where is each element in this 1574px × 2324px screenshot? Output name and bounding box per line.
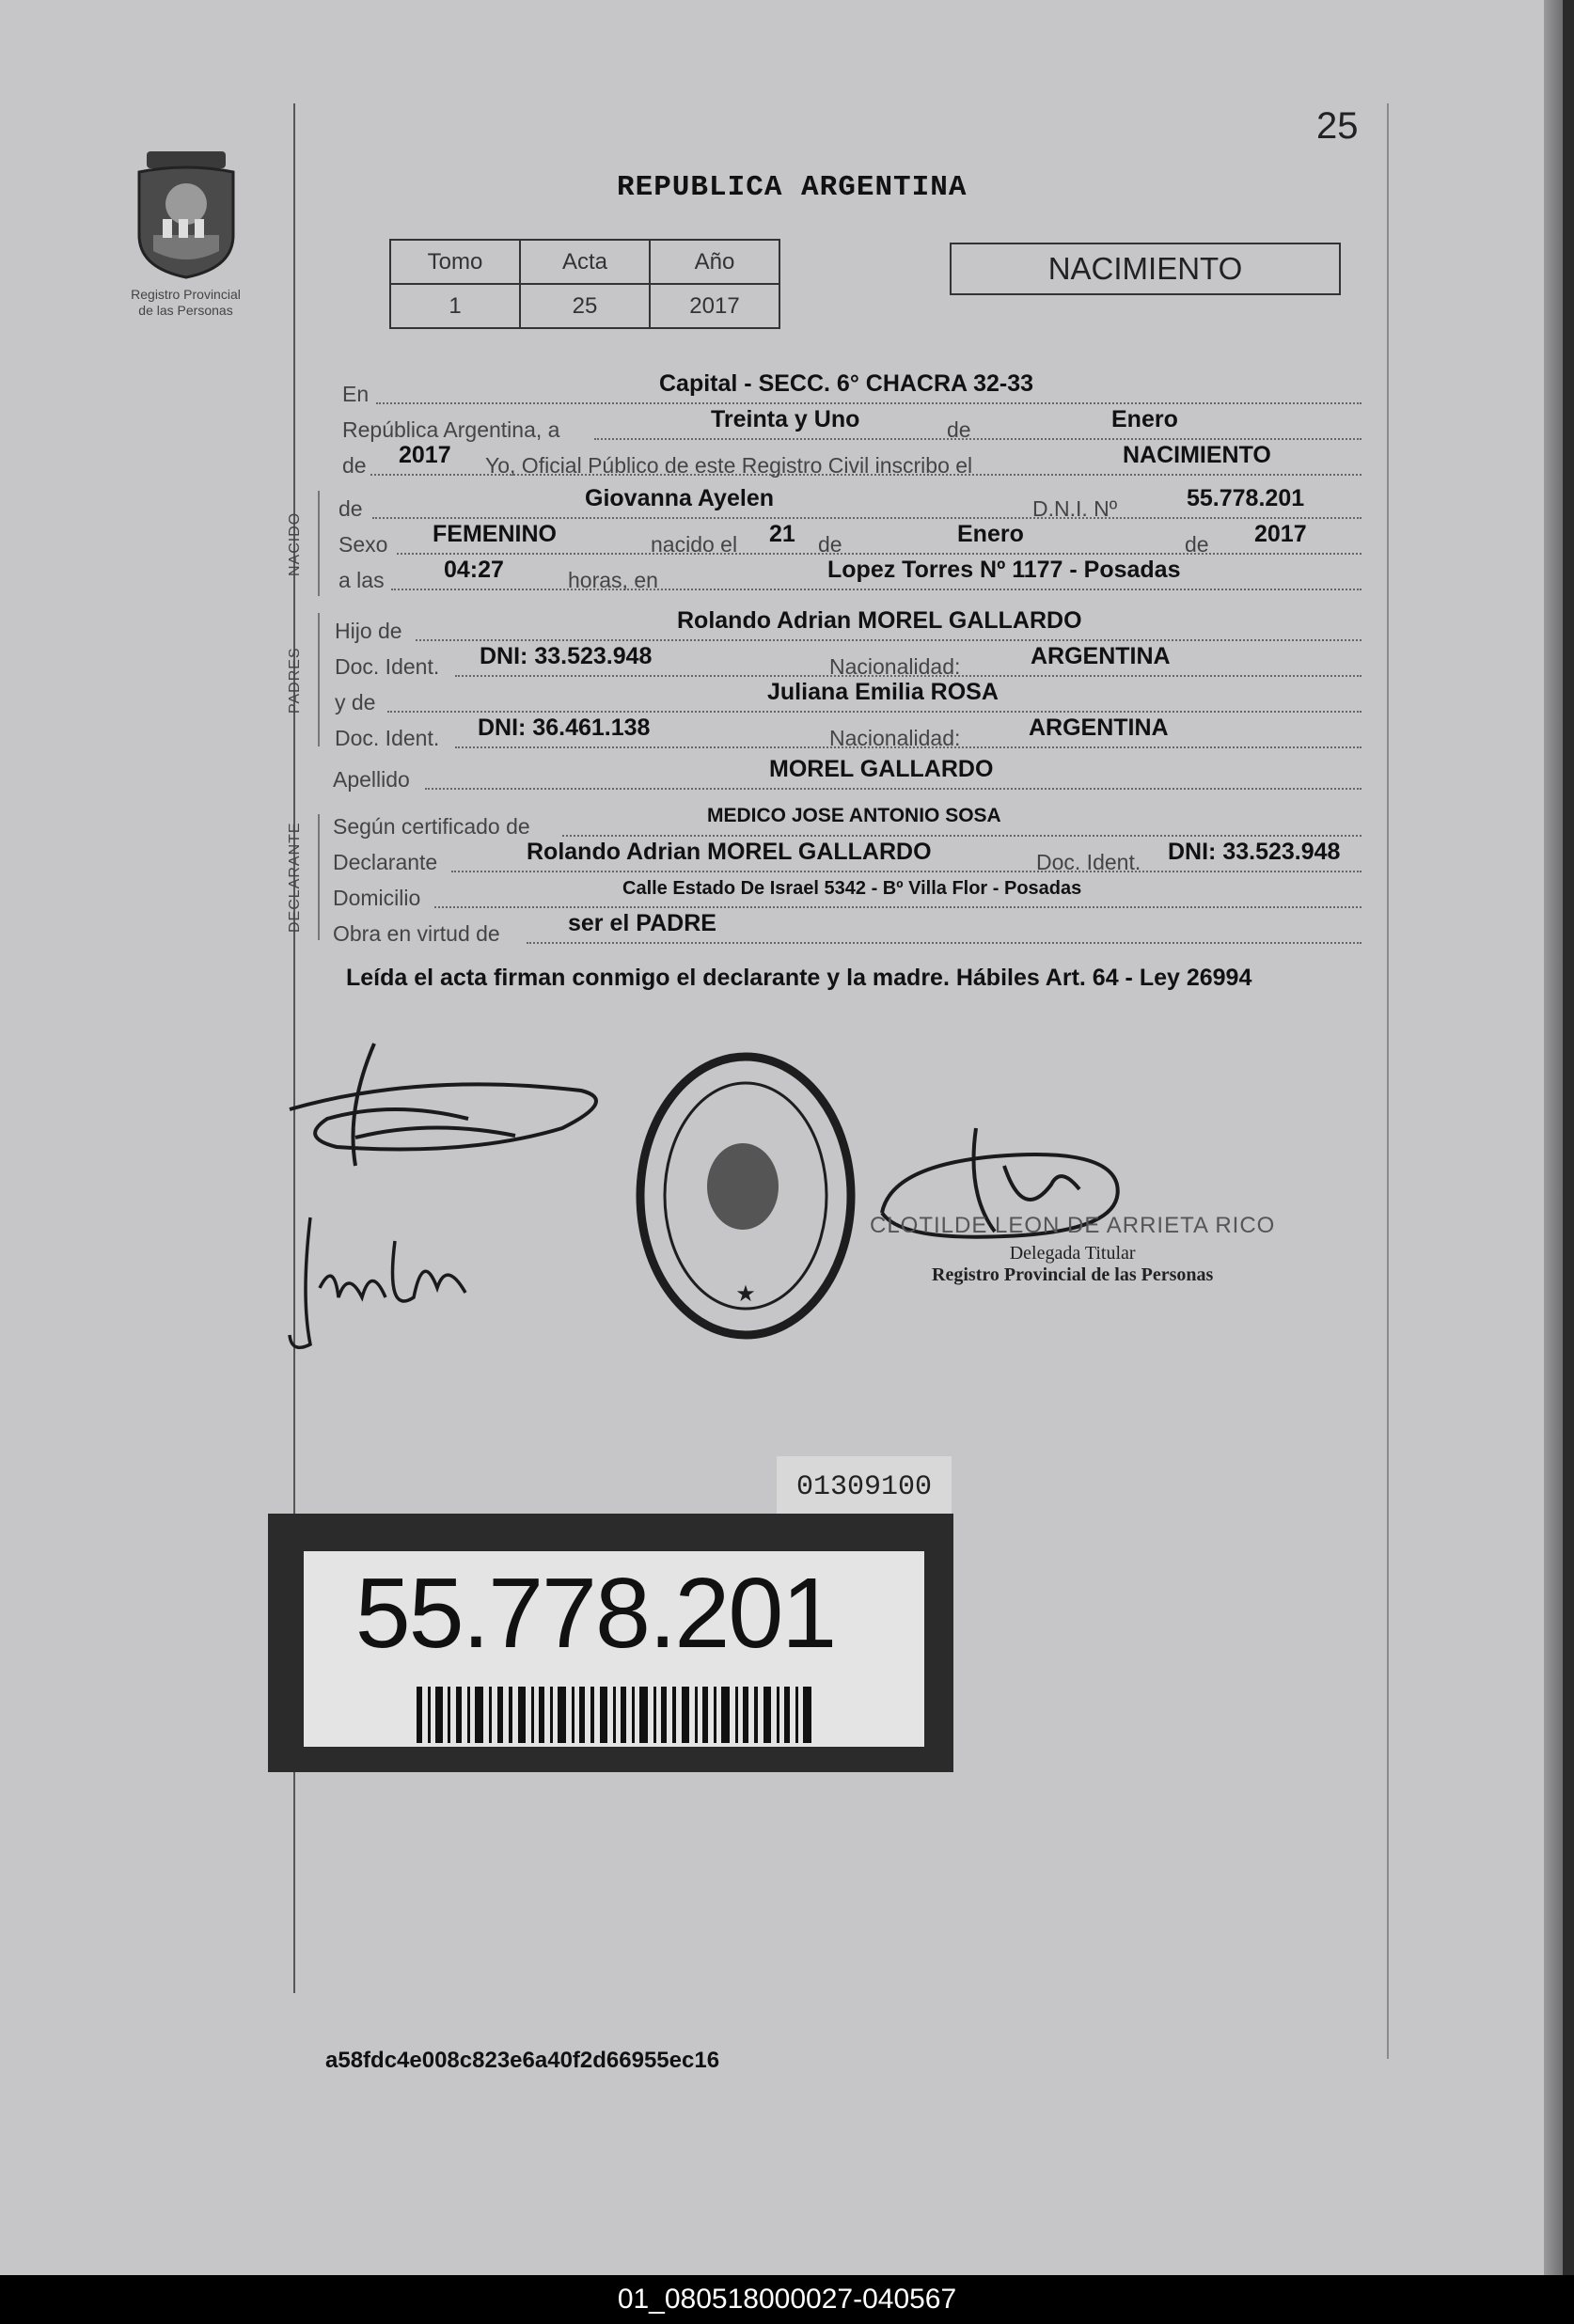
month-value: Enero — [1111, 406, 1178, 432]
born-label: nacido el — [651, 532, 738, 557]
certificate-value: MEDICO JOSE ANTONIO SOSA — [707, 805, 1001, 826]
birth-day: 21 — [769, 521, 795, 547]
mother-doc: DNI: 36.461.138 — [478, 714, 651, 741]
section-rule — [318, 814, 320, 940]
child-name: Giovanna Ayelen — [585, 485, 774, 511]
section-declarante: DECLARANTE — [287, 822, 303, 933]
row-mother-doc — [335, 714, 1362, 754]
row-surname — [333, 756, 1362, 795]
year-label: de — [342, 453, 367, 478]
obra-label: Obra en virtud de — [333, 921, 500, 946]
section-rule — [318, 491, 320, 596]
year-value: 2017 — [399, 442, 451, 468]
doc-label: Doc. Ident. — [335, 654, 440, 679]
row-place — [342, 370, 1362, 410]
row-father-doc — [335, 643, 1362, 683]
birth-month: Enero — [957, 521, 1024, 547]
emblem-label-2: de las Personas — [138, 303, 233, 318]
address-value: Calle Estado De Israel 5342 - Bº Villa Flor - Posadas — [622, 878, 1082, 899]
dni-label: D.N.I. Nº — [1032, 496, 1118, 521]
row-certificate — [333, 805, 1362, 842]
officer-name: CLOTILDE LEON DE ARRIETA RICO — [870, 1213, 1276, 1238]
row-declarant — [333, 839, 1362, 878]
birth-place: Lopez Torres Nº 1177 - Posadas — [827, 557, 1181, 583]
row-date — [342, 406, 1362, 446]
section-padres: PADRES — [287, 647, 303, 714]
table-cell-acta: 25 — [520, 284, 650, 328]
place-label: En — [342, 382, 370, 406]
de-label: de — [818, 532, 842, 557]
birth-year: 2017 — [1254, 521, 1307, 547]
certificate-label: Según certificado de — [333, 814, 530, 839]
hours-label: horas, en — [568, 568, 658, 592]
father-name: Rolando Adrian MOREL GALLARDO — [677, 607, 1082, 634]
page-number: 25 — [1316, 105, 1359, 147]
son-of-label: Hijo de — [335, 619, 402, 643]
section-rule — [318, 613, 320, 746]
closing-statement: Leída el acta firman conmigo el declarante y la madre. Hábiles Art. 64 - Ley 26994 — [346, 965, 1252, 991]
sticker-label — [304, 1551, 924, 1747]
surname-value: MOREL GALLARDO — [769, 756, 994, 782]
official-stamp-text — [870, 1213, 1275, 1286]
provincial-emblem — [103, 146, 268, 319]
doc-label: Doc. Ident. — [335, 726, 440, 750]
table-header-tomo: Tomo — [390, 240, 520, 284]
obra-value: ser el PADRE — [568, 910, 716, 936]
surname-label: Apellido — [333, 767, 410, 792]
dotted-line — [594, 414, 1362, 440]
margin-line-right — [1387, 103, 1389, 2059]
birth-time: 04:27 — [444, 557, 504, 583]
scan-footer-id: 01_080518000027-040567 — [0, 2275, 1574, 2324]
book-spine — [1544, 0, 1563, 2275]
document-number: 01309100 — [777, 1456, 952, 1518]
record-type-box: NACIMIENTO — [950, 243, 1341, 295]
mother-nationality: ARGENTINA — [1029, 714, 1169, 741]
father-doc: DNI: 33.523.948 — [480, 643, 653, 669]
child-dni: 55.778.201 — [1187, 485, 1305, 511]
declarant-label: Declarante — [333, 850, 438, 874]
barcode-icon — [417, 1687, 811, 1743]
emblem-label-1: Registro Provincial — [131, 287, 241, 302]
day-value: Treinta y Uno — [711, 406, 860, 432]
row-sex — [338, 521, 1362, 560]
row-mother — [335, 679, 1362, 718]
nationality-label: Nacionalidad: — [829, 654, 961, 679]
document-hash: a58fdc4e008c823e6a40f2d66955ec16 — [325, 2048, 720, 2073]
table-header-acta: Acta — [520, 240, 650, 284]
de-label: de — [947, 417, 971, 442]
table-header-ano: Año — [650, 240, 779, 284]
sex-label: Sexo — [338, 532, 388, 557]
dni-number: 55.778.201 — [354, 1558, 836, 1669]
row-father — [335, 607, 1362, 647]
father-nationality: ARGENTINA — [1031, 643, 1171, 669]
row-address — [333, 878, 1362, 914]
doc-label: Doc. Ident. — [1036, 850, 1141, 874]
nationality-label: Nacionalidad: — [829, 726, 961, 750]
shield-icon — [120, 146, 252, 282]
inscribe-value: NACIMIENTO — [1123, 442, 1271, 468]
sex-value: FEMENINO — [433, 521, 557, 547]
mother-name: Juliana Emilia ROSA — [767, 679, 999, 705]
volume-table — [389, 239, 780, 329]
de-label: de — [338, 496, 363, 521]
document-title: REPUBLICA ARGENTINA — [617, 171, 968, 204]
official-seal-icon — [628, 1045, 863, 1346]
row-time — [338, 557, 1362, 596]
and-of-label: y de — [335, 690, 376, 714]
address-label: Domicilio — [333, 886, 421, 910]
declarant-doc: DNI: 33.523.948 — [1168, 839, 1341, 865]
officer-title: Delegada Titular — [1009, 1243, 1136, 1264]
svg-text:★: ★ — [735, 1281, 756, 1307]
de-label: de — [1185, 532, 1209, 557]
place-value: Capital - SECC. 6° CHACRA 32-33 — [659, 370, 1034, 397]
mother-signature — [282, 1203, 498, 1363]
declarant-name: Rolando Adrian MOREL GALLARDO — [527, 839, 932, 865]
officer-office: Registro Provincial de las Personas — [932, 1264, 1214, 1285]
dni-sticker — [268, 1514, 953, 1772]
declarant-signature — [280, 1034, 628, 1185]
row-obra — [333, 910, 1362, 950]
date-label: República Argentina, a — [342, 417, 560, 442]
officer-text: Yo, Oficial Público de este Registro Civil inscribo el — [485, 453, 973, 478]
row-officer — [342, 442, 1362, 481]
table-cell-tomo: 1 — [390, 284, 520, 328]
table-cell-ano: 2017 — [650, 284, 779, 328]
row-name — [338, 485, 1362, 525]
time-label: a las — [338, 568, 385, 592]
section-nacido: NACIDO — [287, 511, 303, 577]
